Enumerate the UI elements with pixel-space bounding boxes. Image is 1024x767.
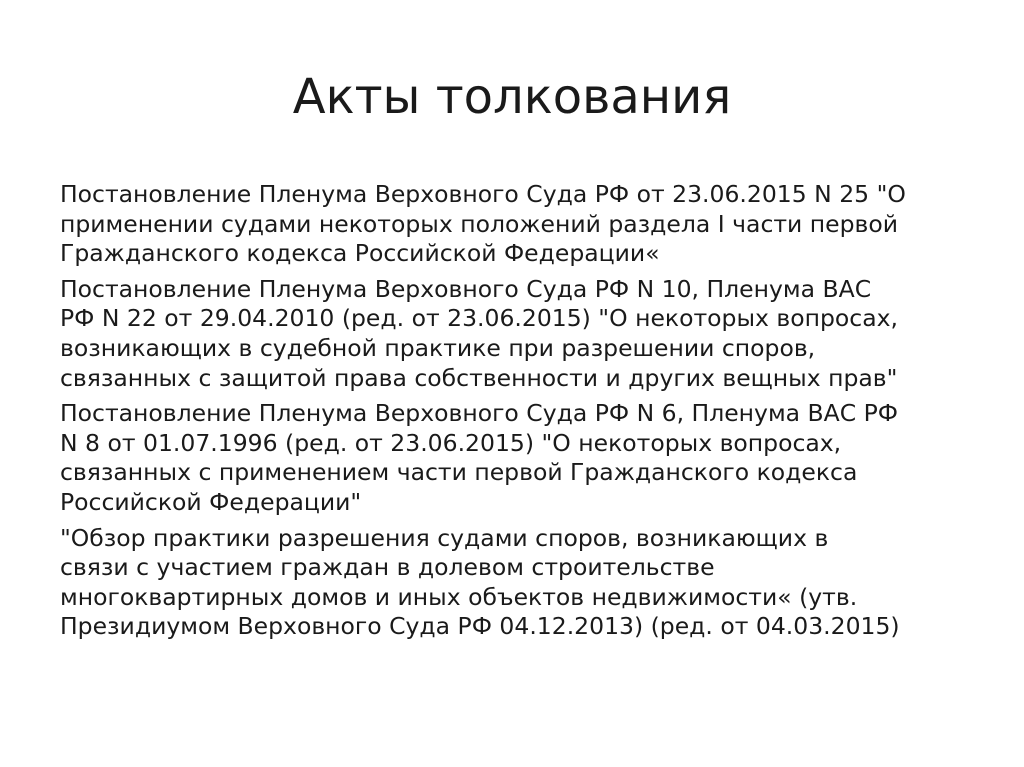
list-item: Постановление Пленума Верховного Суда РФ от 23.06.2015 N 25 "О применении судами некоторых положений раздела I части первой Гражданского кодекса Российской Федерации« — [60, 180, 906, 268]
slide-title: Акты толкования — [292, 69, 732, 125]
list-item: Постановление Пленума Верховного Суда РФ N 10, Пленума ВАС РФ N 22 от 29.04.2010 (ред. от 23.06.2015) "О некоторых вопросах, возникающих в судебной практике при разрешении споров, связанных с защитой права собственности и других вещных прав" — [60, 274, 898, 392]
acts-list — [60, 180, 970, 648]
list-item: "Обзор практики разрешения судами споров, возникающих в связи с участием граждан в долевом строительстве многоквартирных домов и иных объектов недвижимости« (утв. Президиумом Верховного Суда РФ 04.12.2013) (ред. от 04.03.2015) — [60, 523, 900, 641]
list-item: Постановление Пленума Верховного Суда РФ N 6, Пленума ВАС РФ N 8 от 01.07.1996 (ред. от 23.06.2015) "О некоторых вопросах, связанных с применением части первой Гражданского кодекса Российской Федерации" — [60, 399, 899, 516]
